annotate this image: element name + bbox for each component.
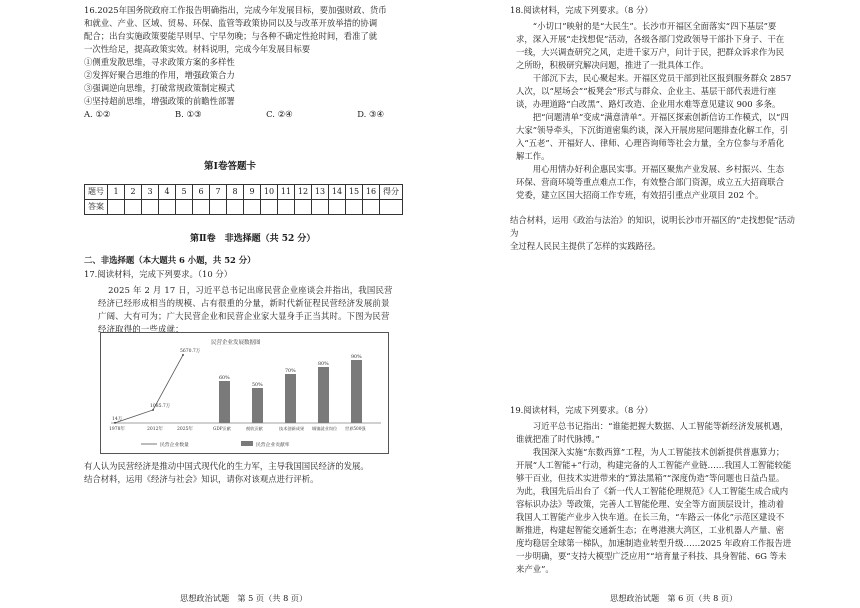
q18-paragraph: “小切口”映射的是“大民生”。长沙市开福区全面落实“四下基层”要求，深入开展“走找想促”活动，各级各部门党政领导干部扑下身子、干在一线，大兴调查研究之风，走进千家万户，问计于民，把群众诉求作为民之所盼，积极研究解决问题，推进了一批具体工作。: [516, 21, 785, 71]
card-answer-cell[interactable]: [295, 200, 312, 215]
q18-task-line: 全过程人民民主提供了怎样的实践路径。: [510, 241, 661, 252]
chart-line-x-tick: 2025年: [177, 427, 193, 432]
card-answer-cell[interactable]: [261, 200, 278, 215]
card-answer-cell[interactable]: [159, 200, 176, 215]
card-number-cell: 15: [346, 185, 363, 200]
q17-line: 广阔、大有可为；广大民营企业和民营企业家大显身手正当其时。下图为民营: [98, 311, 390, 322]
chart-line-label: 1085.7万: [150, 403, 171, 409]
card-answer-cell[interactable]: [193, 200, 210, 215]
card-answer-row: [85, 200, 403, 215]
chart-bar: [351, 360, 362, 423]
part-2-title: 第Ⅱ卷 非选择题（共 52 分）: [190, 234, 316, 244]
q18-head: 18.阅读材料，完成下列要求。（8 分）: [510, 5, 653, 15]
q18-task-line: 结合材料，运用《政治与法治》的知识，说明长沙市开福区的“走找想促”活动为: [510, 215, 795, 239]
card-number-cell: 1: [108, 185, 125, 200]
option-d: D. ③④: [357, 109, 384, 120]
chart-bar-label: 60%: [219, 376, 230, 381]
chart-bar: [285, 374, 296, 423]
q16-stem-line: 配合；出台实施政策要能早则早、宁早勿晚；与各种不确定性抢时间，看准了就: [84, 31, 378, 42]
card-number-cell: 14: [329, 185, 346, 200]
card-number-cell: 8: [227, 185, 244, 200]
private-economy-chart: [100, 332, 389, 454]
option-b: B. ①③: [175, 109, 202, 120]
q17-head: 17.阅读材料，完成下列要求。（10 分）: [84, 269, 233, 279]
card-answer-label: 答案: [85, 200, 108, 215]
q17-material: [98, 284, 416, 336]
chart-line-label: 14万: [112, 416, 123, 422]
q16-stem-line: 和就业、产业、区域、贸易、环保、监管等政策协同以及与改革开放举措的协调: [84, 18, 378, 29]
card-answer-cell[interactable]: [363, 200, 380, 215]
chart-bar: [219, 381, 230, 423]
chart-bar-category: 技术创新成果: [279, 426, 305, 431]
q18-paragraph: 把“问题清单”变成“满意清单”。开福区探索创新信访工作模式，以“四大家”领导牵头，下沉街道密集约谈，深入开展房屋问题排查化解工作，引入“五老”、开福好人、律师、心理咨询师等社会力量，全方位参与矛盾化解工作。: [516, 112, 789, 162]
q16-options: [84, 108, 384, 121]
chart-bar-category: GDP贡献: [213, 426, 231, 431]
card-answer-cell[interactable]: [329, 200, 346, 215]
q18-paragraph: 用心用情办好利企惠民实事。开福区聚焦产业发展、乡村振兴、生态环保、营商环境等重点难点工作，有效整合部门资源，成立五大招商联合党委，建立区国大招商工作专班，有效招引重点产业项目 202 个。: [516, 164, 785, 201]
q18-paragraph: 干部沉下去，民心聚起来。开福区党员干部到社区报到服务群众 2857 人次，以“屋场会”“板凳会”形式与群众、企业主、基层干部代表进行座谈，办理道路“白改黑”、路灯改造、企业用水难等意见建议 900 多条。: [516, 73, 792, 110]
card-label-cell: 题号: [85, 185, 108, 200]
chart-title: 民营企业发展数据图: [211, 340, 261, 346]
chart-line-point: [114, 422, 116, 424]
q17-task-line: 结合材料，运用《经济与社会》知识，请你对该观点进行评析。: [84, 474, 319, 485]
q19-material: [516, 420, 792, 576]
q17-line: 经济已经形成相当的规模、占有很重的分量，新时代新征程民营经济发展前景: [98, 298, 390, 309]
chart-bar-category: 城镇就业岗位: [312, 426, 338, 431]
chart-line-x-tick: 2012年: [147, 427, 163, 432]
chart-bar-label: 70%: [285, 369, 296, 374]
card-answer-cell[interactable]: [244, 200, 261, 215]
footer-page-5: 思想政治试题 第 5 页（共 8 页）: [180, 593, 308, 603]
card-number-cell: 11: [278, 185, 295, 200]
q19-head: 19.阅读材料，完成下列要求。（8 分）: [510, 405, 653, 415]
q19-paragraph: 我国深入实施“东数西算”工程，为人工智能技术创新提供普惠算力；开展“人工智能+”行动，构建完备的人工智能产业链……我国人工智能较能够干百业，但技术实进带来的“算法黑箱”“深度伪造”等问题也日益凸显。为此，我国先后出台了《新一代人工智能伦理规范》《人工智能生成合成内容标识办法》等政策，完善人工智能伦理、安全等方面顶层设计，推动着我国人工智能产业步入快车道。在长三角，“车路云一体化”示范区建设不断推进，构建起智能交通新生态；在粤港澳大湾区，工业机器人产量、密度均稳居全球第一梯队，加速制造业转型升级……2025 年政府工作报告进一步明确，要“支持大模型广泛应用”“培育量子科技、具身智能、6G 等未来产业”。: [516, 447, 792, 575]
legend-bar-label: 民营企业贡献率: [256, 443, 290, 448]
card-answer-cell[interactable]: [227, 200, 244, 215]
card-answer-cell[interactable]: [176, 200, 193, 215]
card-number-cell: 6: [193, 185, 210, 200]
chart-bar-label: 80%: [318, 362, 329, 367]
card-number-cell: 10: [261, 185, 278, 200]
chart-line-x-tick: 1978年: [109, 427, 125, 432]
card-number-cell: 得分: [380, 185, 403, 200]
chart-bar-category: 税收贡献: [246, 426, 263, 431]
card-answer-cell[interactable]: [108, 200, 125, 215]
card-answer-cell[interactable]: [210, 200, 227, 215]
question-16: [84, 4, 419, 121]
q16-stem-line: 16.2025年国务院政府工作报告明确指出，完成今年发展目标，要加强财政、货币: [84, 5, 387, 15]
card-number-cell: 2: [125, 185, 142, 200]
card-number-cell: 9: [244, 185, 261, 200]
card-answer-cell[interactable]: [380, 200, 403, 215]
option-c: C. ②④: [266, 109, 293, 120]
chart-bar-label: 50%: [252, 383, 263, 388]
card-number-cell: 16: [363, 185, 380, 200]
card-answer-cell[interactable]: [312, 200, 329, 215]
chart-line-series: [115, 355, 183, 423]
q16-item: ①侧重发散思维，寻求政策方案的多样性: [84, 57, 235, 68]
footer-page-6: 思想政治试题 第 6 页（共 8 页）: [610, 593, 738, 603]
card-number-cell: 13: [312, 185, 329, 200]
chart-line-label: 5670.7万: [180, 348, 201, 354]
q16-item: ④坚持超前思维，增强政策的前瞻性部署: [84, 96, 235, 107]
card-answer-cell[interactable]: [125, 200, 142, 215]
chart-line-point: [152, 409, 154, 411]
q17-line: 经济取得的一些成就：: [98, 324, 184, 335]
q18-task: [510, 214, 795, 253]
card-number-cell: 4: [159, 185, 176, 200]
chart-bar-category: 世界500强: [345, 426, 366, 431]
chart-line-point: [182, 354, 184, 356]
q17-task-line: 有人认为民营经济是推动中国式现代化的生力军，主导我国国民经济的发展。: [84, 461, 369, 471]
legend-line-label: 民营企业数量: [160, 443, 189, 448]
q19-paragraph: 习近平总书记指出：“谁能把握大数据、人工智能等新经济发展机遇，谁就把准了时代脉搏。”: [516, 421, 789, 445]
card-number-cell: 3: [142, 185, 159, 200]
chart-bar-label: 90%: [351, 355, 362, 360]
card-answer-cell[interactable]: [142, 200, 159, 215]
answer-card-title: 第Ⅰ卷答题卡: [204, 161, 256, 172]
card-number-cell: 5: [176, 185, 193, 200]
q18-material: [516, 20, 792, 202]
card-header-row: [85, 185, 403, 200]
q16-item: ③强调逆向思维，打破常规政策制定模式: [84, 83, 235, 94]
q17-line: 2025 年 2 月 17 日，习近平总书记出席民营企业座谈会并指出，我国民营: [108, 285, 393, 295]
chart-bar: [318, 367, 329, 423]
q16-stem-line: 一次性给足，提高政策实效。材料说明，完成今年发展目标要: [84, 44, 311, 55]
chart-bar: [252, 388, 263, 423]
option-a: A. ①②: [84, 109, 111, 120]
section-2-heading: 二、非选择题（本大题共 6 小题，共 52 分）: [84, 255, 256, 265]
q17-task: [84, 460, 419, 486]
card-number-cell: 12: [295, 185, 312, 200]
card-answer-cell[interactable]: [278, 200, 295, 215]
q16-item: ②发挥好聚合思维的作用，增强政策合力: [84, 70, 235, 81]
legend-bar-swatch: [241, 441, 253, 446]
answer-card-table: [84, 184, 403, 215]
card-answer-cell[interactable]: [346, 200, 363, 215]
card-number-cell: 7: [210, 185, 227, 200]
